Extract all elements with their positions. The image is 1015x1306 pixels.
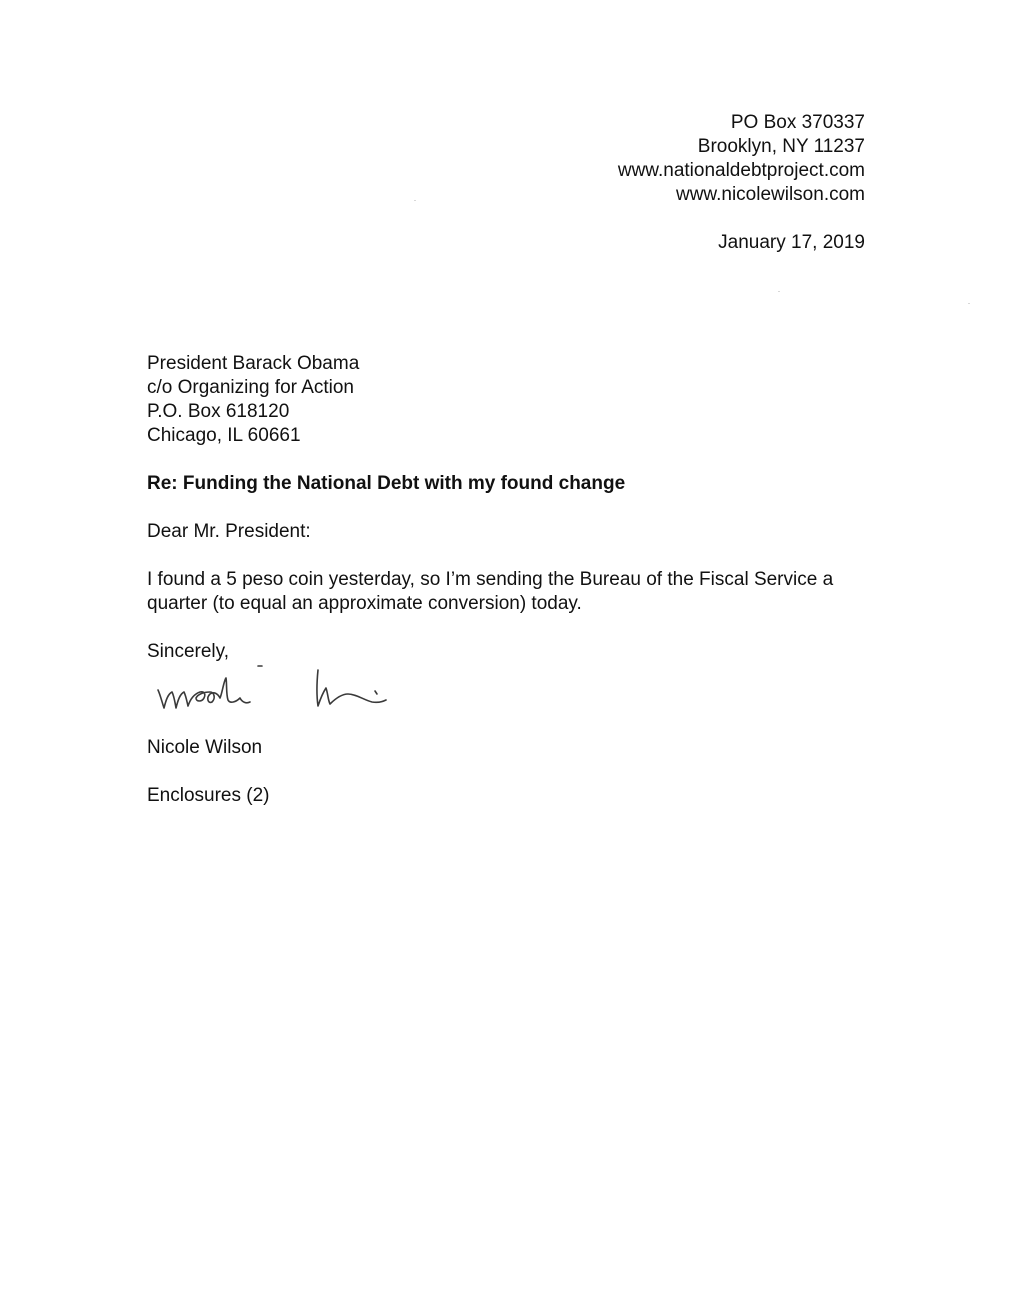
closing: Sincerely,	[147, 641, 230, 662]
scan-speck	[968, 303, 970, 304]
scan-speck	[414, 200, 416, 201]
sender-address-block	[618, 111, 865, 207]
recipient-address-block	[147, 352, 359, 448]
subject-line: Re: Funding the National Debt with my found change	[147, 473, 626, 494]
recipient-city-line: Chicago, IL 60661	[147, 425, 301, 446]
enclosures-note: Enclosures (2)	[147, 785, 270, 806]
sender-city-line: Brooklyn, NY 11237	[697, 136, 865, 157]
scan-speck	[778, 291, 780, 292]
sender-website-personal: www.nicolewilson.com	[675, 184, 865, 205]
letter-body: I found a 5 peso coin yesterday, so I’m sending the Bureau of the Fiscal Service a quarter (to equal an approximate conversion) today.	[147, 569, 834, 614]
sender-website-national-debt: www.nationaldebtproject.com	[617, 160, 865, 181]
recipient-care-of: c/o Organizing for Action	[147, 377, 354, 398]
letter-date: January 17, 2019	[718, 232, 865, 253]
handwritten-signature-icon	[150, 658, 400, 720]
recipient-po-box: P.O. Box 618120	[147, 401, 290, 422]
recipient-name: President Barack Obama	[147, 353, 360, 374]
signer-name: Nicole Wilson	[147, 737, 263, 758]
salutation: Dear Mr. President:	[147, 521, 311, 542]
sender-po-box: PO Box 370337	[730, 112, 865, 133]
